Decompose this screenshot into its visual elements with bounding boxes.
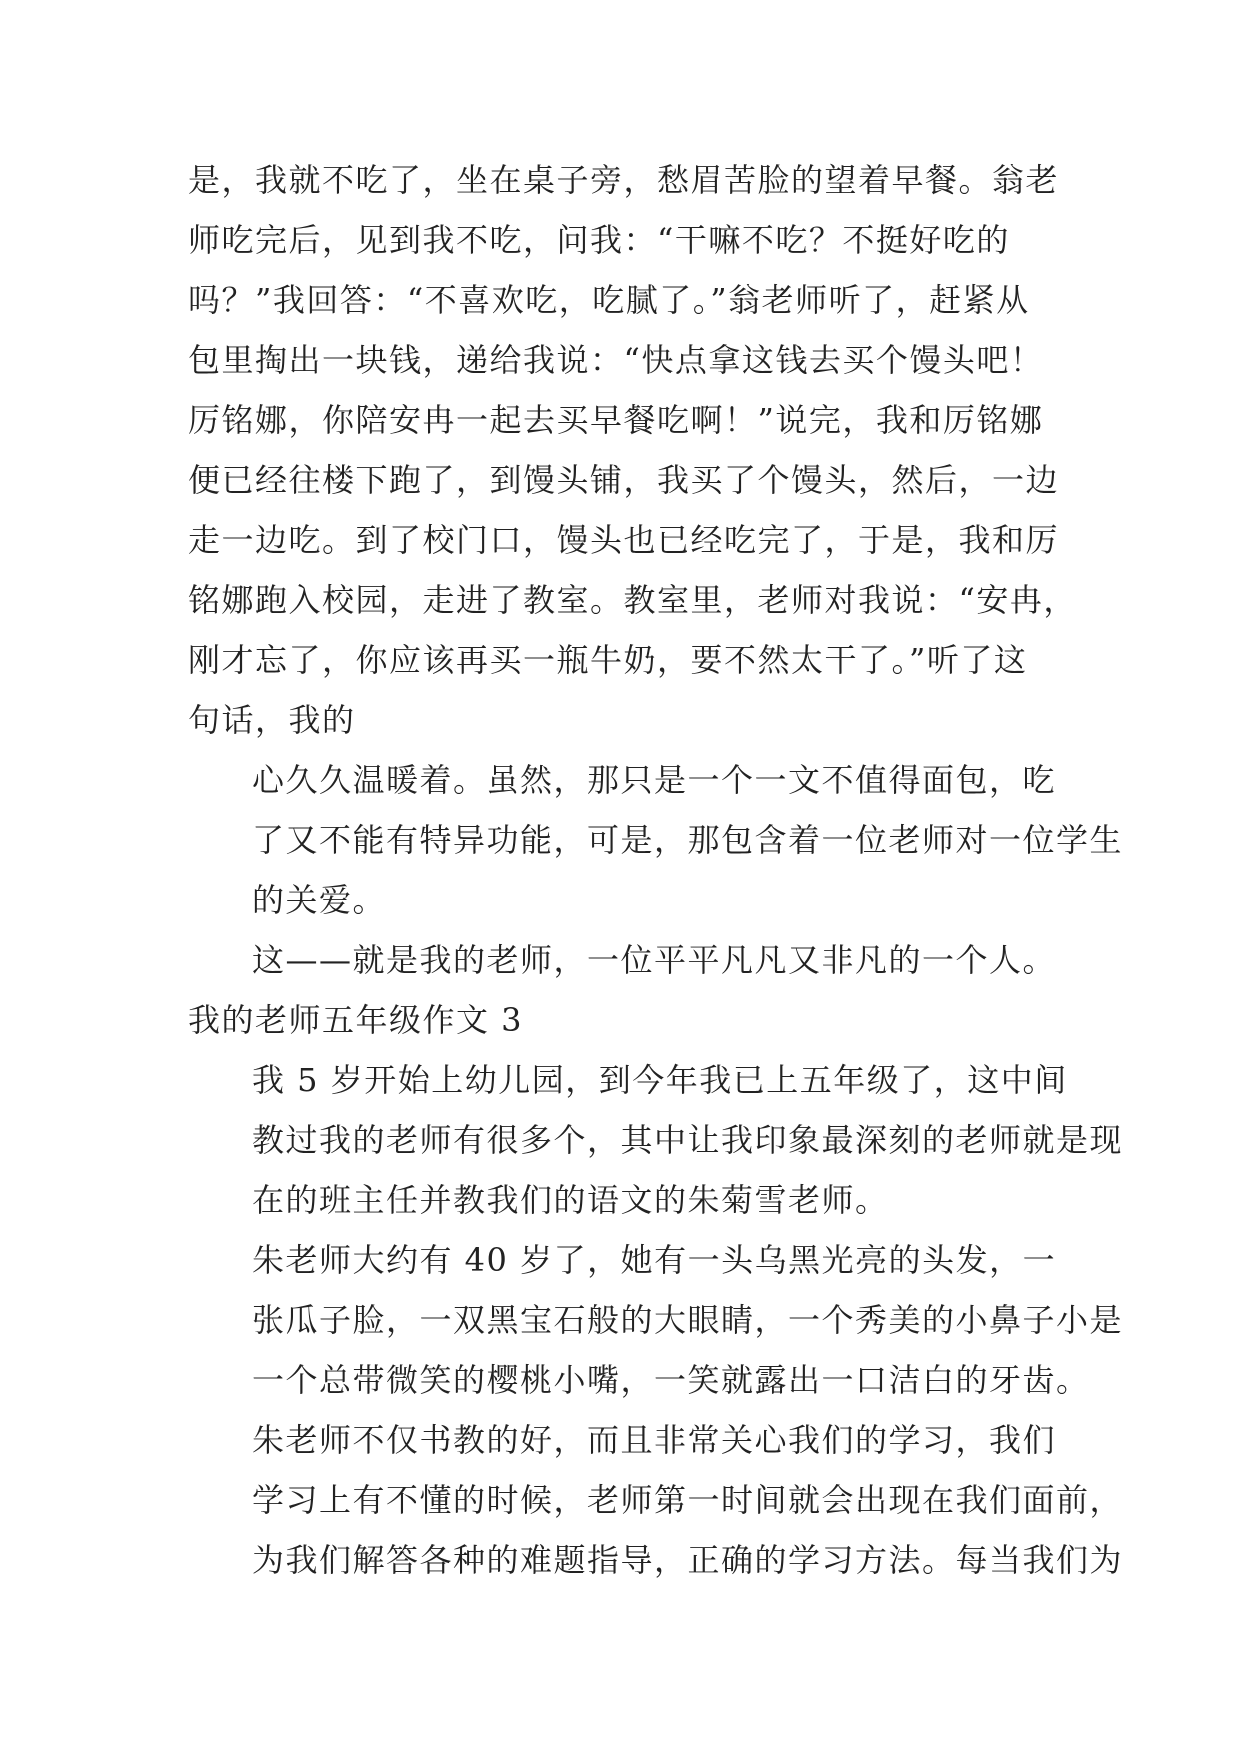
document-body [188, 150, 1124, 1590]
paragraph [188, 1050, 1124, 1230]
text-line: 铭娜跑入校园，走进了教室。教室里，老师对我说：“安冉， [188, 581, 1077, 619]
text-line: 厉铭娜，你陪安冉一起去买早餐吃啊！”说完，我和厉铭娜 [188, 401, 1044, 439]
text-line: 一个总带微笑的樱桃小嘴，一笑就露出一口洁白的牙齿。 [252, 1361, 1090, 1399]
paragraph [188, 1230, 1124, 1410]
text-line: 这——就是我的老师，一位平平凡凡又非凡的一个人。 [252, 941, 1057, 979]
text-line: 心久久温暖着。虽然，那只是一个一文不值得面包，吃 [252, 761, 1057, 799]
paragraph [188, 1410, 1124, 1590]
text-line: 朱老师不仅书教的好，而且非常关心我们的学习，我们 [252, 1421, 1057, 1459]
text-line: 学习上有不懂的时候，老师第一时间就会出现在我们面前， [252, 1481, 1124, 1519]
text-line: 包里掏出一块钱，递给我说：“快点拿这钱去买个馒头吧！ [188, 341, 1044, 379]
paragraph [188, 990, 1058, 1050]
text-line: 便已经往楼下跑了，到馒头铺，我买了个馒头，然后，一边 [188, 461, 1060, 499]
text-line: 张瓜子脸，一双黑宝石般的大眼睛，一个秀美的小鼻子小是 [252, 1301, 1124, 1339]
text-line: 句话，我的 [188, 701, 356, 739]
paragraph [188, 930, 1058, 990]
text-line: 了又不能有特异功能，可是，那包含着一位老师对一位学生 [252, 821, 1124, 859]
text-line: 我 5 岁开始上幼儿园，到今年我已上五年级了，这中间 [252, 1061, 1068, 1099]
text-line: 吗？”我回答：“不喜欢吃，吃腻了。”翁老师听了，赶紧从 [188, 281, 1030, 319]
text-line: 的关爱。 [252, 881, 387, 919]
text-line: 师吃完后，见到我不吃，问我：“干嘛不吃？不挺好吃的 [188, 221, 1010, 259]
text-line: 我的老师五年级作文 3 [188, 1001, 524, 1039]
text-line: 在的班主任并教我们的语文的朱菊雪老师。 [252, 1181, 889, 1219]
paragraph [188, 750, 1124, 930]
text-line: 刚才忘了，你应该再买一瓶牛奶，要不然太干了。”听了这 [188, 641, 1028, 679]
text-line: 是，我就不吃了，坐在桌子旁，愁眉苦脸的望着早餐。翁老 [188, 161, 1060, 199]
text-line: 为我们解答各种的难题指导，正确的学习方法。每当我们为 [252, 1541, 1124, 1579]
text-line: 朱老师大约有 40 岁了，她有一头乌黑光亮的头发，一 [252, 1241, 1057, 1279]
paragraph [188, 150, 1077, 750]
text-line: 教过我的老师有很多个，其中让我印象最深刻的老师就是现 [252, 1121, 1124, 1159]
text-line: 走一边吃。到了校门口，馒头也已经吃完了，于是，我和厉 [188, 521, 1060, 559]
